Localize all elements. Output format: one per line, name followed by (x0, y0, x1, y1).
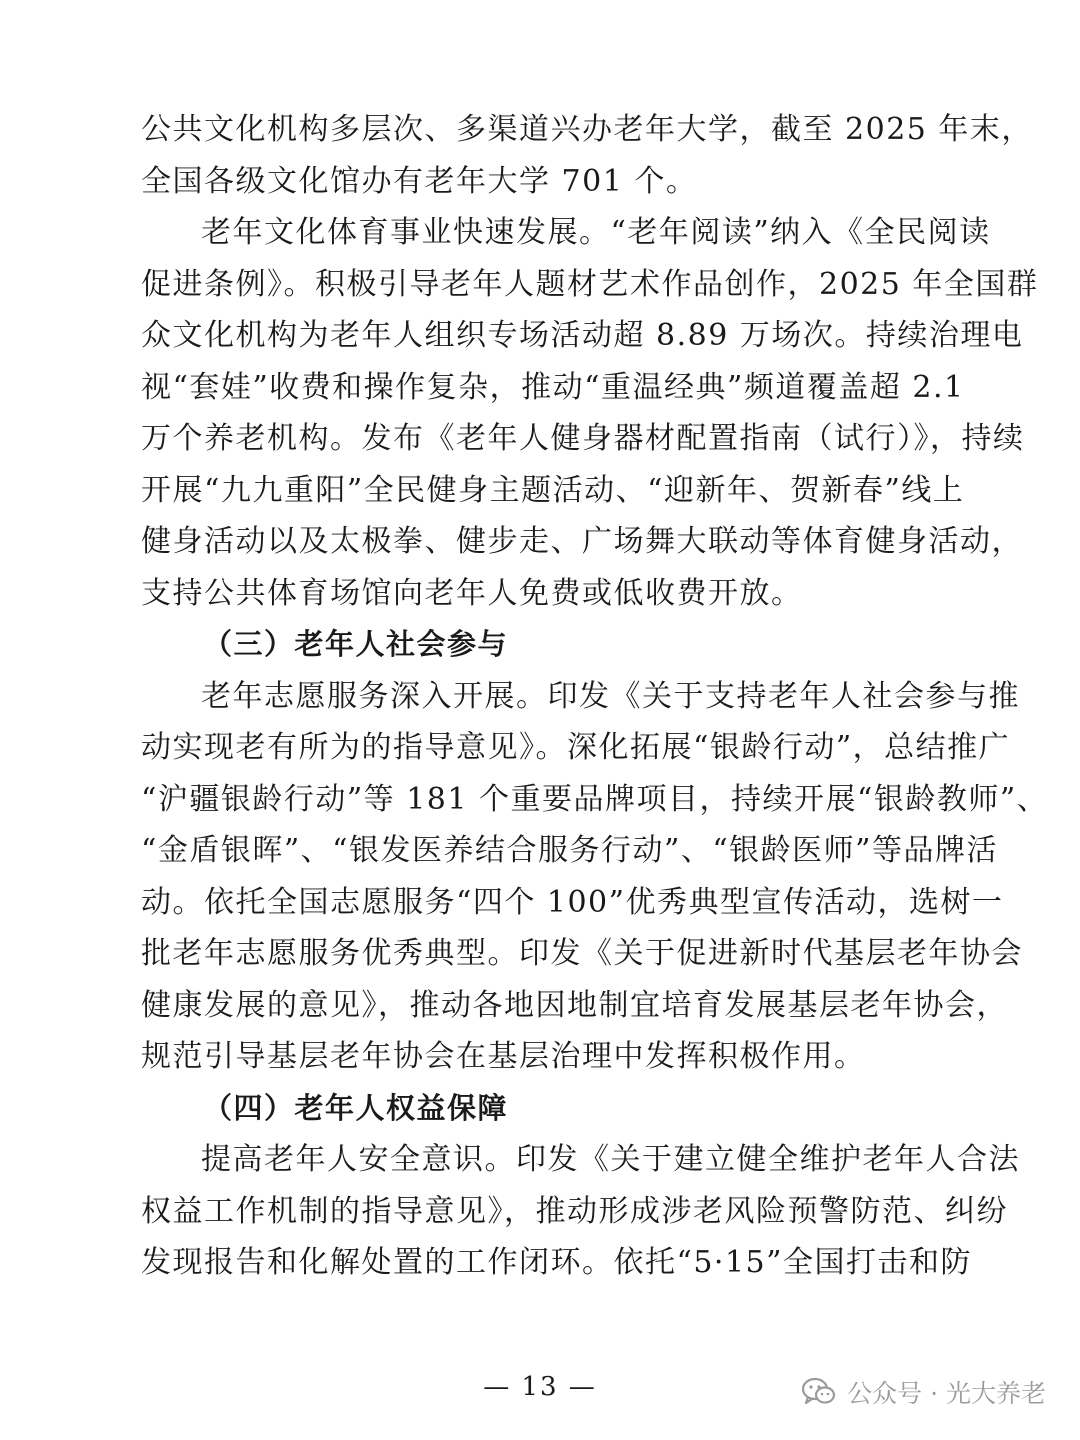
text-line: 健身活动以及太极拳、健步走、广场舞大联动等体育健身活动， (141, 524, 1023, 559)
wechat-icon (801, 1377, 837, 1407)
text-line: 老年文化体育事业快速发展。“老年阅读”纳入《全民阅读 (201, 215, 991, 250)
watermark (801, 1374, 1046, 1410)
body-text (141, 104, 1049, 1289)
text-line: “金盾银晖”、“银发医养结合服务行动”、“银龄医师”等品牌活 (141, 833, 999, 868)
text-line: “沪疆银龄行动”等 181 个重要品牌项目，持续开展“银龄教师”、 (141, 781, 1049, 817)
text-line: 支持公共体育场馆向老年人免费或低收费开放。 (141, 575, 803, 611)
text-line: 众文化机构为老年人组织专场活动超 8.89 万场次。持续治理电 (141, 318, 1024, 353)
text-line: 健康发展的意见》，推动各地因地制宜培育发展基层老年协会， (141, 987, 1008, 1023)
text-line: 老年志愿服务深入开展。印发《关于支持老年人社会参与推 (201, 678, 1020, 714)
text-line: 视“套娃”收费和操作复杂，推动“重温经典”频道覆盖超 2.1 (141, 369, 965, 405)
section-heading: （四）老年人权益保障 (203, 1090, 509, 1125)
section-heading: （三）老年人社会参与 (203, 627, 509, 661)
text-line: 动实现老有所为的指导意见》。深化拓展“银龄行动”，总结推广 (141, 730, 1011, 765)
text-line: 动。依托全国志愿服务“四个 100”优秀典型宣传活动，选树一 (141, 884, 1004, 920)
text-line: 提高老年人安全意识。印发《关于建立健全维护老年人合法 (201, 1142, 1020, 1177)
text-line: 批老年志愿服务优秀典型。印发《关于促进新时代基层老年协会 (141, 936, 1023, 971)
text-line: 开展“九九重阳”全民健身主题活动、“迎新年、贺新春”线上 (141, 472, 965, 508)
watermark-text: 公众号 · 光大养老 (847, 1379, 1046, 1408)
text-line: 权益工作机制的指导意见》，推动形成涉老风险预警防范、纠纷 (141, 1193, 1008, 1229)
text-line: 促进条例》。积极引导老年人题材艺术作品创作，2025 年全国群 (141, 266, 1039, 302)
text-line: 发现报告和化解处置的工作闭环。依托“5·15”全国打击和防 (141, 1245, 972, 1280)
text-line: 万个养老机构。发布《老年人健身器材配置指南（试行）》，持续 (141, 421, 1025, 456)
text-line: 全国各级文化馆办有老年大学 701 个。 (141, 163, 698, 199)
text-line: 公共文化机构多层次、多渠道兴办老年大学，截至 2025 年末， (141, 112, 1033, 147)
page-number: — 13 — (483, 1372, 597, 1402)
text-line: 规范引导基层老年协会在基层治理中发挥积极作用。 (141, 1039, 866, 1074)
